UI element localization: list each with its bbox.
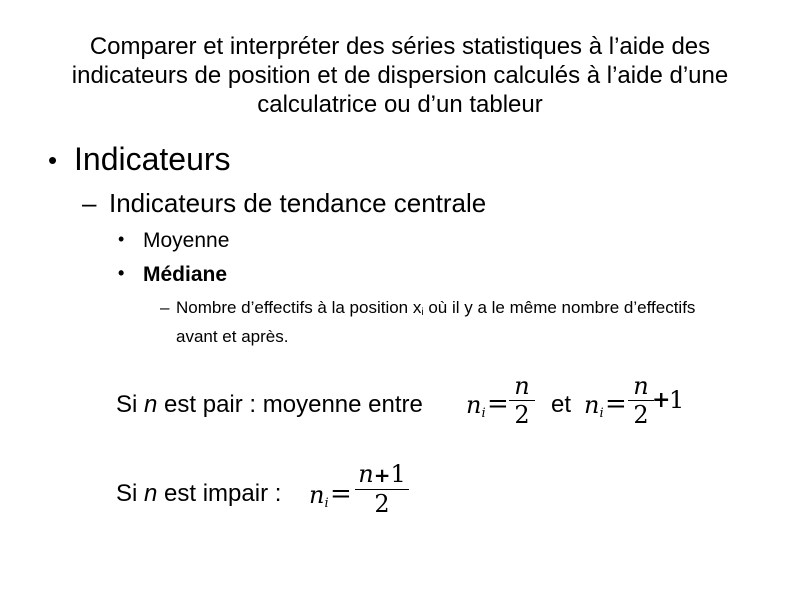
math-variable: n <box>584 391 600 419</box>
formula-even-conjunction: et <box>551 391 572 418</box>
slide-title: Comparer et interpréter des séries statistiques à l’aide des indicateurs de position et de dispersion calculés à l’aide d’une calculatrice ou d’un tableur <box>71 33 729 118</box>
formula-condition: est pair : moyenne entre <box>157 391 423 418</box>
math-variable: n <box>309 481 325 509</box>
formula-even-equals: = <box>487 389 509 419</box>
bullet-label: Moyenne <box>143 229 230 252</box>
math-plus: + <box>373 463 391 487</box>
formula-even-lhs2 <box>584 391 604 421</box>
bullet-marker: • <box>48 145 58 175</box>
bullet-label: Indicateurs <box>74 141 231 177</box>
formula-even-fraction2 <box>628 372 654 429</box>
formula-prefix: Si <box>116 391 145 418</box>
math-one: 1 <box>390 460 406 488</box>
definition-text <box>176 296 736 349</box>
fraction-numerator <box>355 460 409 489</box>
formula-even-one: 1 <box>669 386 685 414</box>
math-variable: n <box>358 460 374 488</box>
formula-variable: n <box>144 480 158 507</box>
definition-pre: Nombre d’effectifs à la position x <box>176 298 422 317</box>
fraction-denominator: 2 <box>514 401 530 429</box>
fraction-numerator: n <box>514 372 530 400</box>
formula-variable: n <box>144 391 158 418</box>
bullet-marker: • <box>118 263 125 283</box>
math-subscript: i <box>324 496 329 511</box>
formula-even-text <box>116 391 423 419</box>
formula-even-plus: + <box>652 387 671 413</box>
formula-even-equals2: = <box>605 389 627 419</box>
bullet-marker: • <box>118 229 125 249</box>
dash-marker: – <box>160 298 170 317</box>
formula-odd-fraction <box>355 460 409 518</box>
formula-odd-lhs <box>309 481 329 511</box>
fraction-denominator: 2 <box>633 401 649 429</box>
math-variable: n <box>466 391 482 419</box>
formula-odd-text <box>116 480 281 508</box>
fraction-denominator: 2 <box>374 490 390 518</box>
definition-post: où il y a le même nombre d’effectifs avant et après. <box>176 298 696 346</box>
bullet-label: Indicateurs de tendance centrale <box>109 188 487 218</box>
formula-condition: est impair : <box>157 480 282 507</box>
math-subscript: i <box>599 406 604 421</box>
formula-odd-equals: = <box>330 479 352 509</box>
dash-marker: – <box>82 188 97 218</box>
formula-even-fraction <box>509 372 535 429</box>
formula-even-lhs <box>466 391 486 421</box>
bullet-label: Médiane <box>143 263 228 286</box>
fraction-numerator: n <box>633 372 649 400</box>
formula-prefix: Si <box>116 480 145 507</box>
math-subscript: i <box>481 406 486 421</box>
definition-subscript: i <box>421 307 424 318</box>
